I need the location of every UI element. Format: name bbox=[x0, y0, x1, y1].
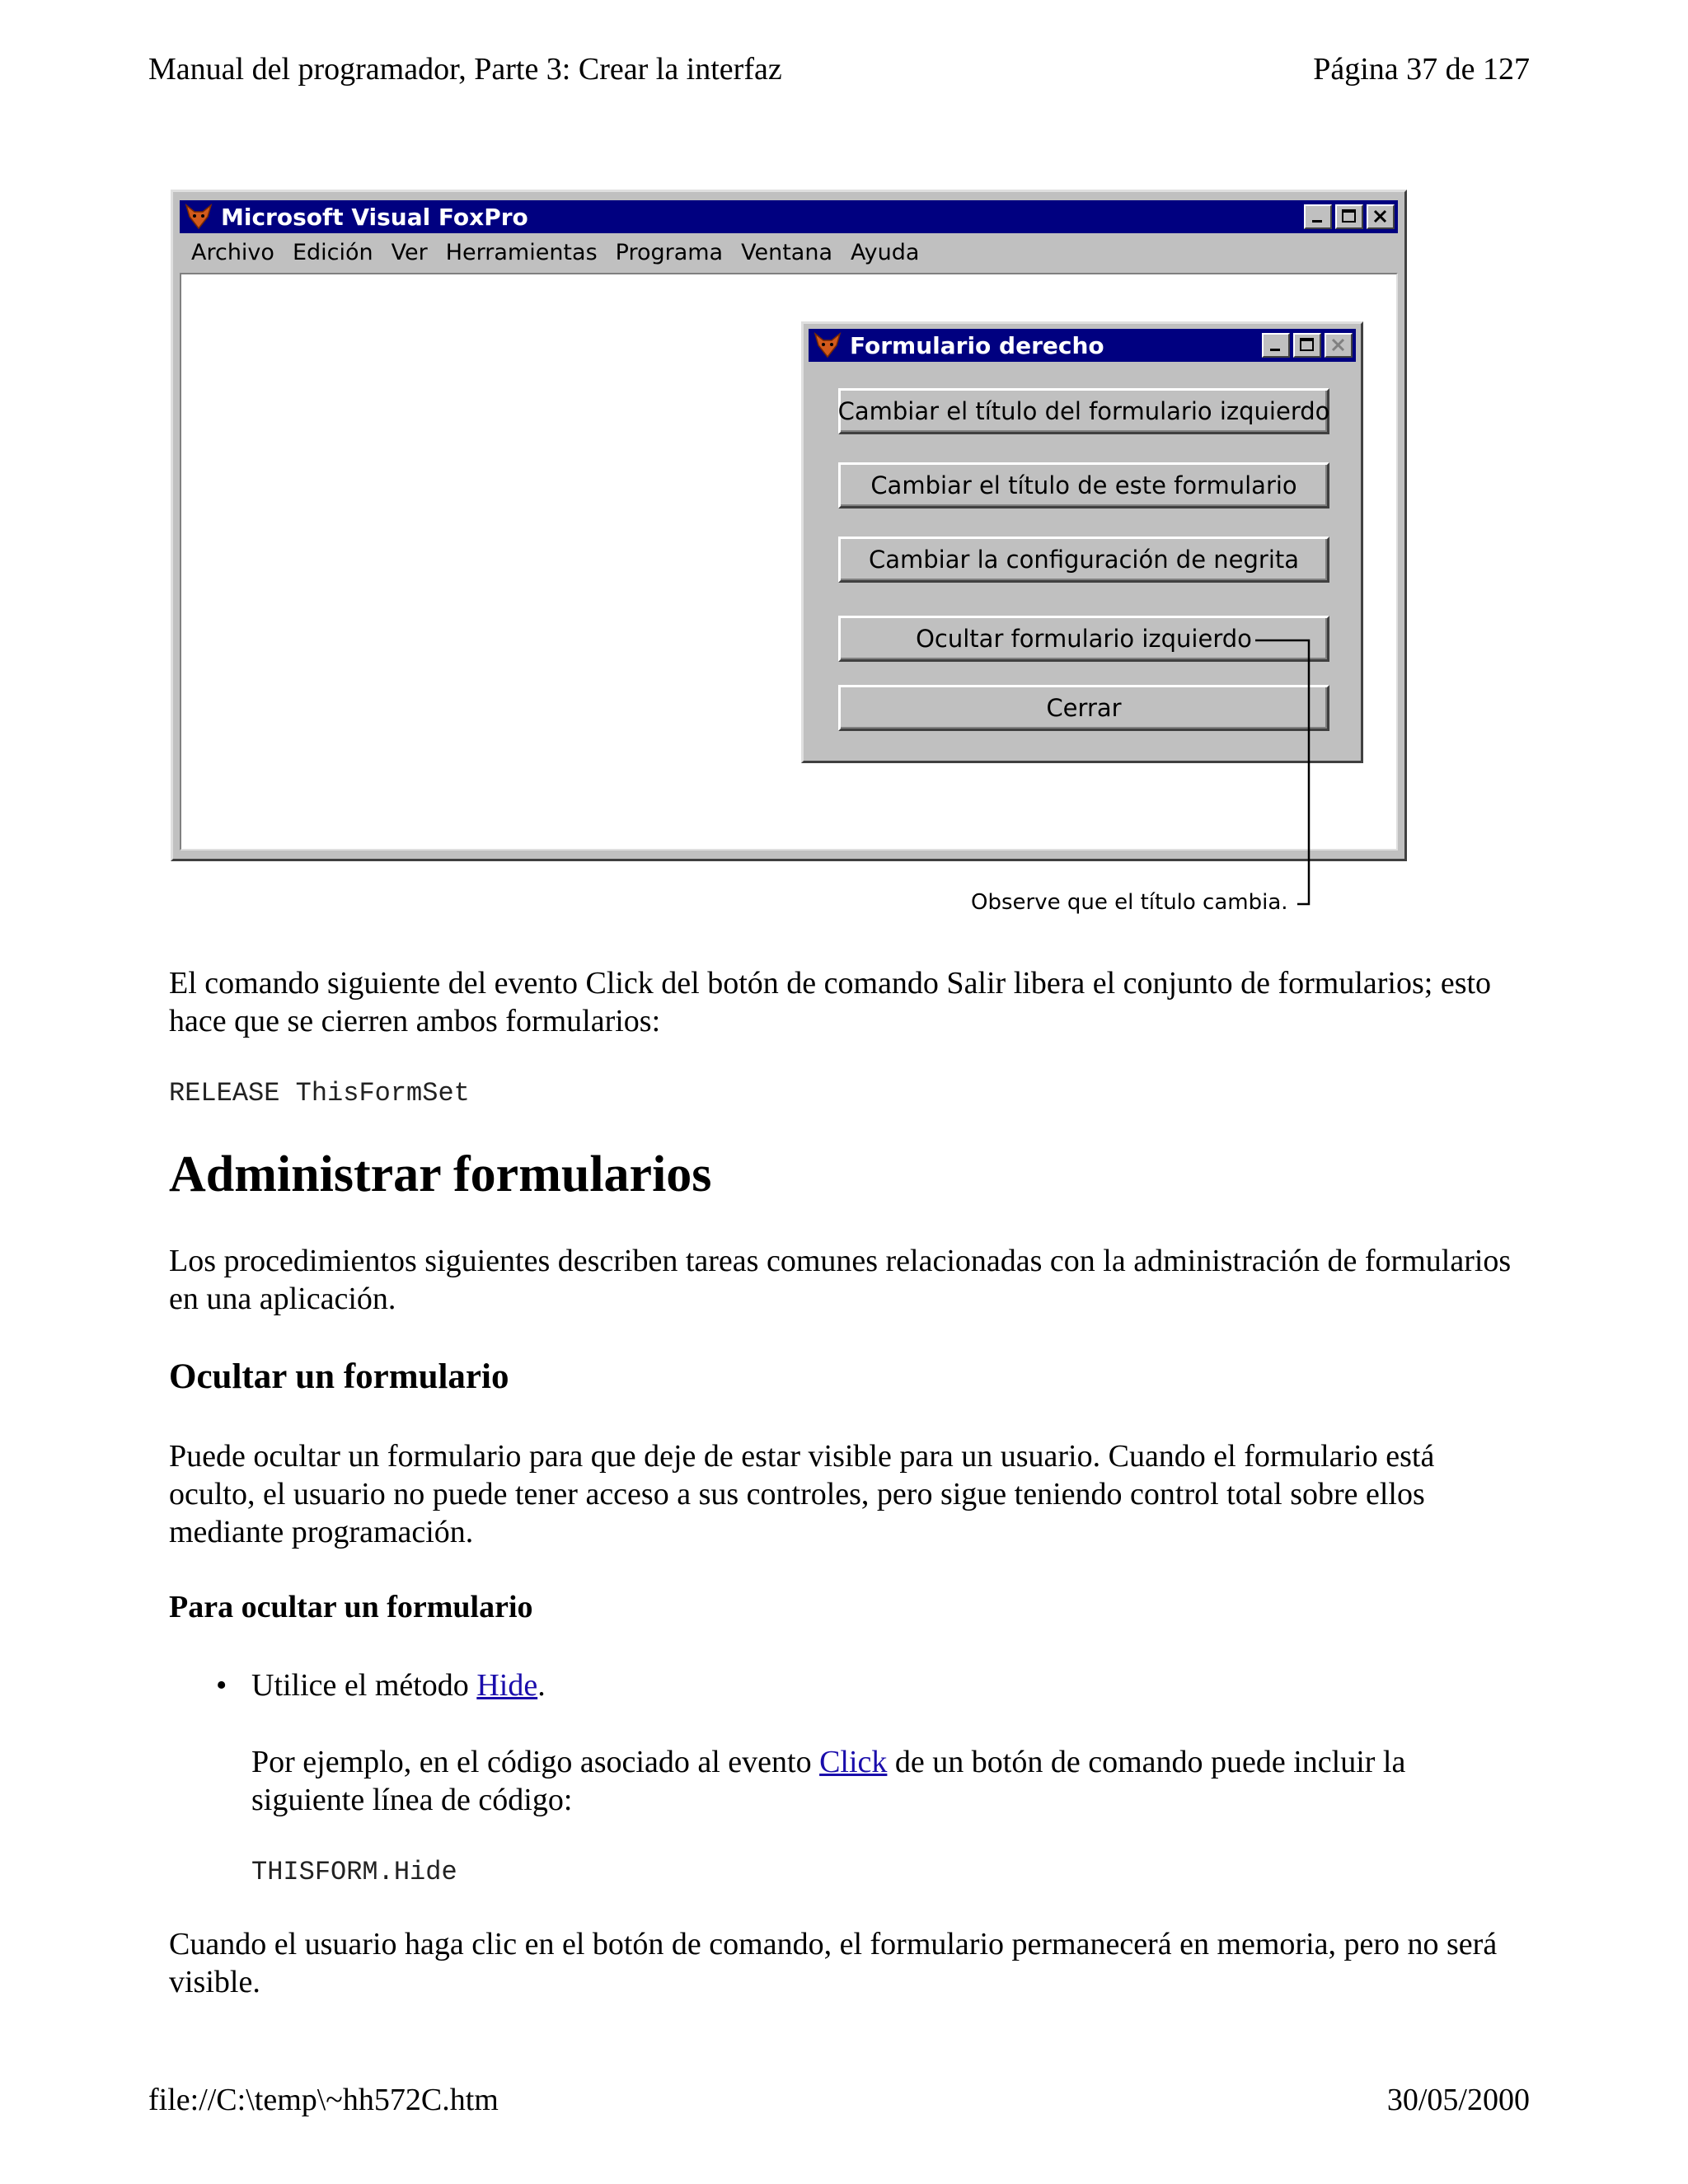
change-bold-setting-button[interactable]: Cambiar la configuración de negrita bbox=[838, 537, 1329, 583]
code-block: THISFORM.Hide bbox=[251, 1857, 457, 1887]
header-doc-title: Manual del programador, Parte 3: Crear la interfaz bbox=[148, 52, 782, 87]
menu-herramientas[interactable]: Herramientas bbox=[445, 239, 598, 265]
change-this-form-title-button[interactable]: Cambiar el título de este formulario bbox=[838, 462, 1329, 509]
footer-date: 30/05/2000 bbox=[1386, 2083, 1530, 2117]
menu-ver[interactable]: Ver bbox=[391, 239, 428, 265]
subsection-heading: Ocultar un formulario bbox=[169, 1357, 509, 1396]
hide-link[interactable]: Hide bbox=[476, 1668, 538, 1703]
callout-label: Observe que el título cambia. bbox=[971, 890, 1288, 915]
code-block: RELEASE ThisFormSet bbox=[169, 1078, 470, 1108]
paragraph: El comando siguiente del evento Click del botón de comando Salir libera el conjunto de formularios; esto hace que se cierren ambos formularios: bbox=[169, 966, 1492, 1038]
example-text: Por ejemplo, en el código asociado al evento bbox=[251, 1745, 820, 1779]
header-page-indicator: Página 37 de 127 bbox=[1313, 52, 1530, 87]
bullet-dot: • bbox=[216, 1668, 227, 1703]
main-window-title: Microsoft Visual FoxPro bbox=[221, 203, 528, 231]
example-paragraph bbox=[251, 1743, 1521, 1819]
hide-left-form-button[interactable]: Ocultar formulario izquierdo bbox=[838, 616, 1329, 662]
menu-ayuda[interactable]: Ayuda bbox=[851, 239, 920, 265]
example-text-end: de un botón de comando puede incluir la siguiente línea de código: bbox=[251, 1745, 1406, 1817]
change-left-form-title-button[interactable]: Cambiar el título del formulario izquierdo bbox=[838, 388, 1329, 434]
paragraph: Los procedimientos siguientes describen tareas comunes relacionadas con la administración de formularios en una aplicación. bbox=[169, 1244, 1512, 1316]
paragraph: Cuando el usuario haga clic en el botón de comando, el formulario permanecerá en memoria, pero no será visible. bbox=[169, 1927, 1498, 1999]
form-window-title: Formulario derecho bbox=[850, 331, 1104, 359]
section-heading: Administrar formularios bbox=[169, 1146, 712, 1202]
footer-file-path: file://C:\temp\~hh572C.htm bbox=[148, 2083, 499, 2117]
menu-ventana[interactable]: Ventana bbox=[741, 239, 832, 265]
close-form-button[interactable]: Cerrar bbox=[838, 685, 1329, 731]
bullet-text-end: . bbox=[537, 1668, 546, 1703]
menu-edicion[interactable]: Edición bbox=[292, 239, 373, 265]
callout-line bbox=[0, 0, 1688, 948]
menu-archivo[interactable]: Archivo bbox=[191, 239, 274, 265]
click-link[interactable]: Click bbox=[819, 1745, 888, 1779]
menu-programa[interactable]: Programa bbox=[615, 239, 724, 265]
bullet-item bbox=[251, 1666, 1521, 1704]
bullet-text: Utilice el método bbox=[251, 1668, 477, 1703]
paragraph: Puede ocultar un formulario para que deje de estar visible para un usuario. Cuando el formulario está oculto, el usuario no puede tener acceso a sus controles, pero sigue teniendo control total sobre ellos mediante programación. bbox=[169, 1439, 1435, 1549]
procedure-heading: Para ocultar un formulario bbox=[169, 1590, 533, 1624]
